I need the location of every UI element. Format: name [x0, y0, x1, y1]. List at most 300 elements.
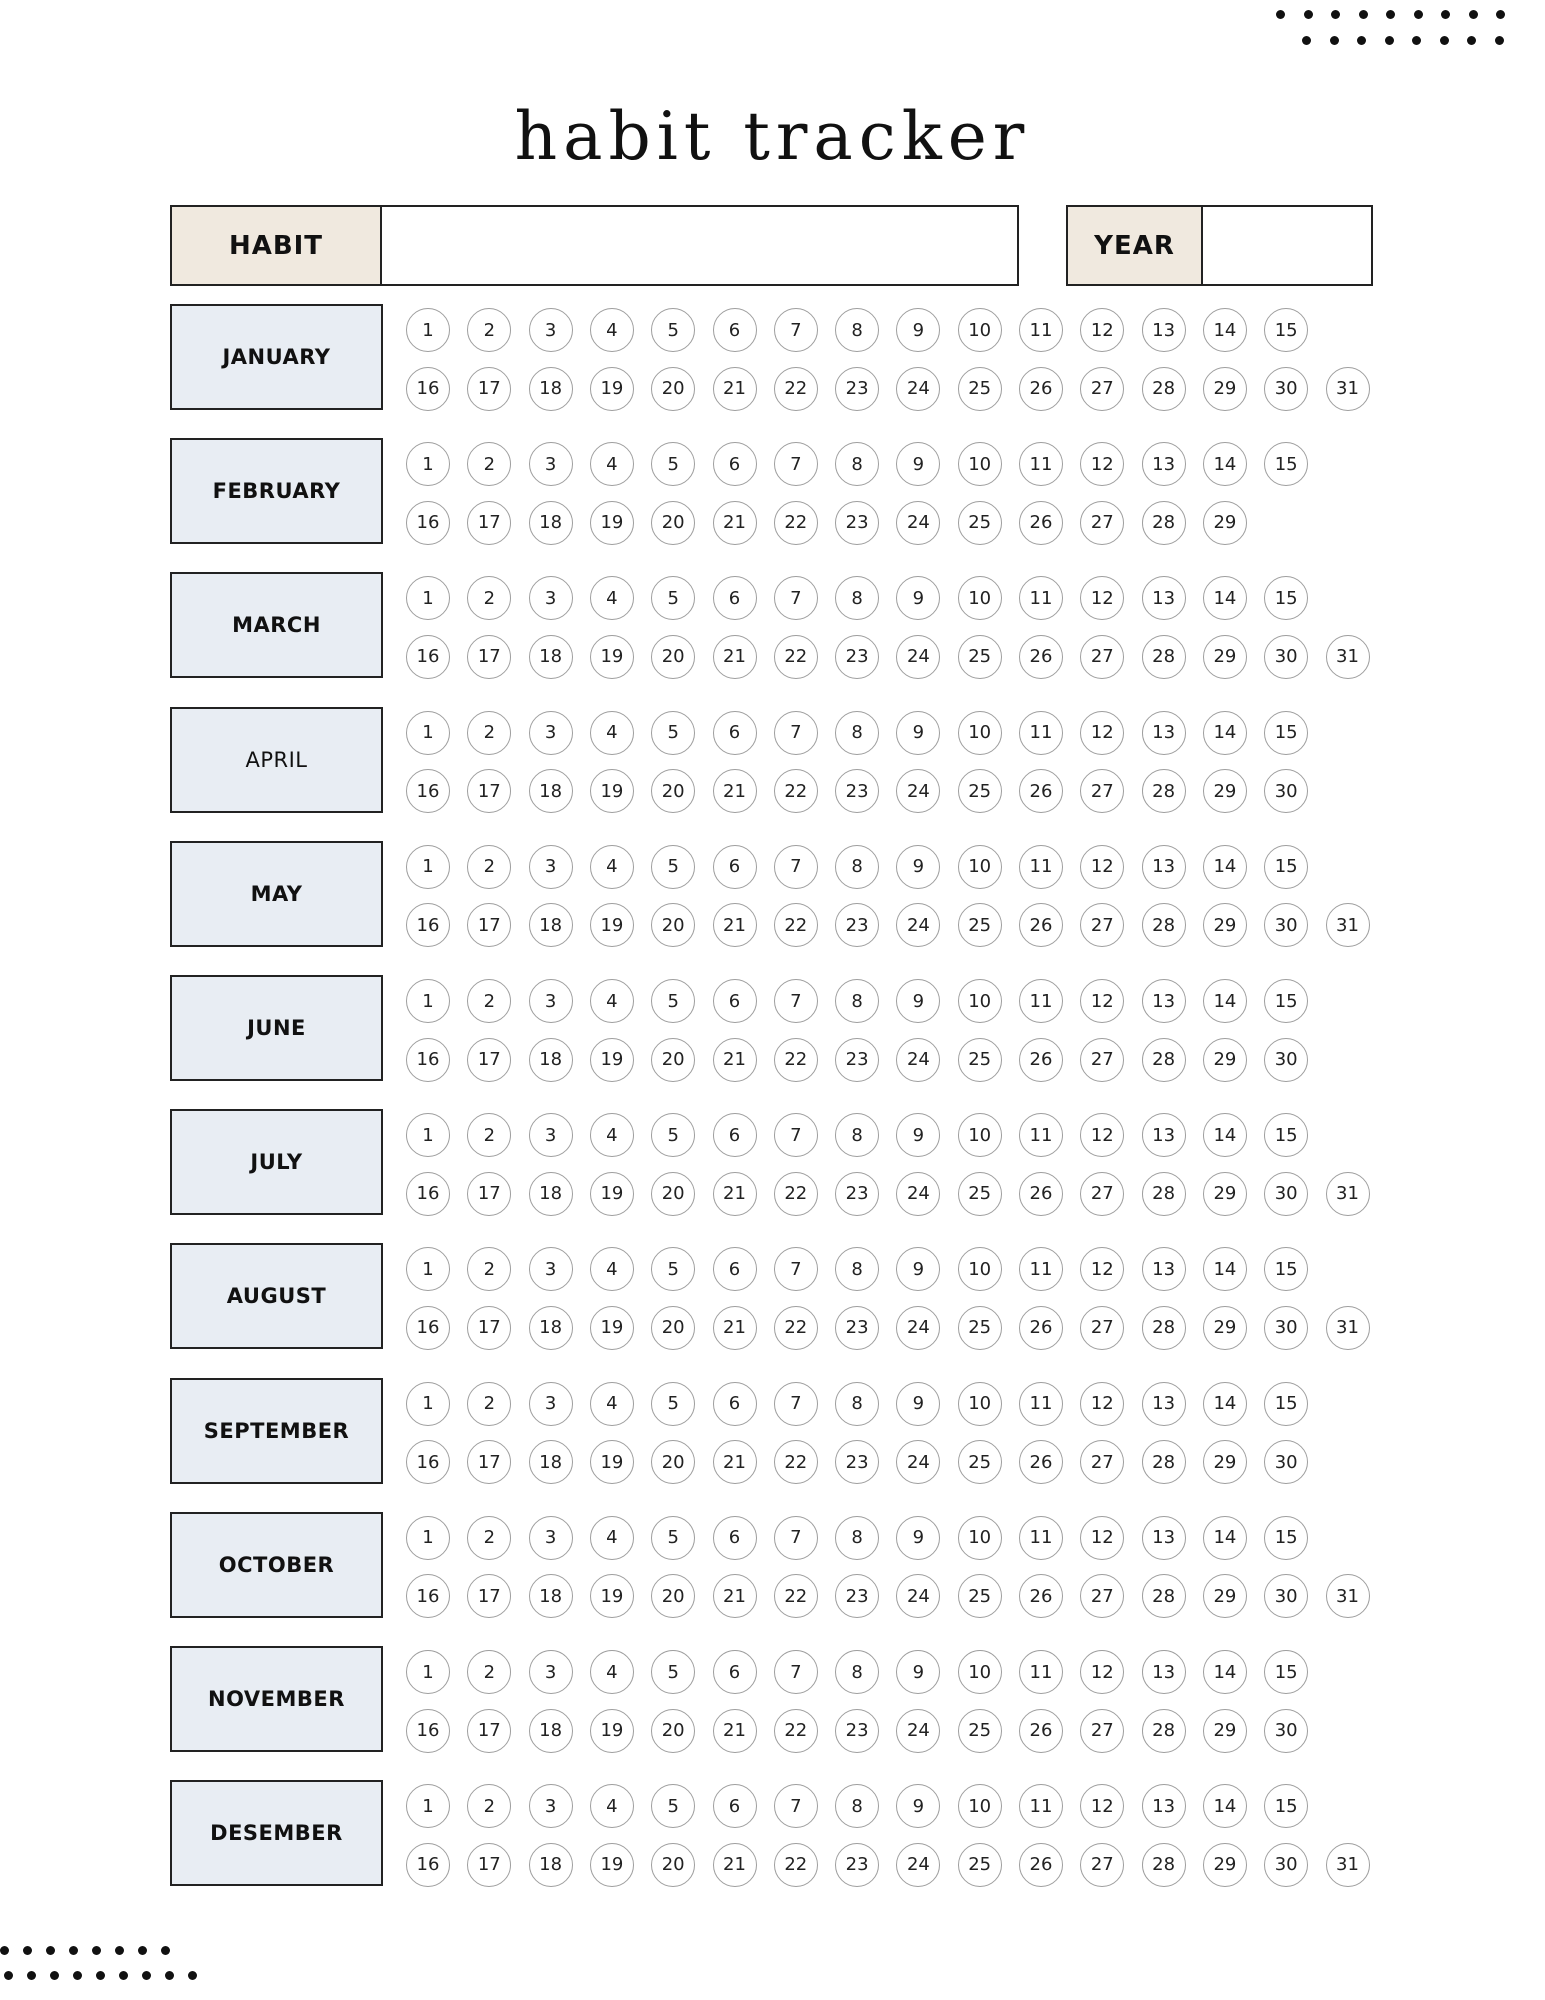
day-circle-july-8[interactable]: 8: [835, 1113, 879, 1157]
day-circle-april-20[interactable]: 20: [651, 769, 695, 813]
day-circle-november-17[interactable]: 17: [467, 1709, 511, 1753]
day-circle-october-9[interactable]: 9: [896, 1516, 940, 1560]
day-circle-january-15[interactable]: 15: [1264, 308, 1308, 352]
day-circle-october-23[interactable]: 23: [835, 1574, 879, 1618]
day-circle-may-16[interactable]: 16: [406, 903, 450, 947]
day-circle-november-5[interactable]: 5: [651, 1650, 695, 1694]
day-circle-january-30[interactable]: 30: [1264, 367, 1308, 411]
day-circle-november-22[interactable]: 22: [774, 1709, 818, 1753]
day-circle-june-15[interactable]: 15: [1264, 979, 1308, 1023]
day-circle-october-8[interactable]: 8: [835, 1516, 879, 1560]
year-input[interactable]: [1201, 205, 1373, 286]
day-circle-march-2[interactable]: 2: [467, 576, 511, 620]
day-circle-august-9[interactable]: 9: [896, 1247, 940, 1291]
day-circle-november-10[interactable]: 10: [958, 1650, 1002, 1694]
day-circle-desember-27[interactable]: 27: [1080, 1843, 1124, 1887]
day-circle-may-10[interactable]: 10: [958, 845, 1002, 889]
day-circle-september-6[interactable]: 6: [713, 1382, 757, 1426]
day-circle-august-7[interactable]: 7: [774, 1247, 818, 1291]
day-circle-june-17[interactable]: 17: [467, 1038, 511, 1082]
day-circle-september-29[interactable]: 29: [1203, 1440, 1247, 1484]
day-circle-november-15[interactable]: 15: [1264, 1650, 1308, 1694]
day-circle-april-19[interactable]: 19: [590, 769, 634, 813]
day-circle-february-25[interactable]: 25: [958, 501, 1002, 545]
day-circle-september-13[interactable]: 13: [1142, 1382, 1186, 1426]
day-circle-desember-14[interactable]: 14: [1203, 1784, 1247, 1828]
day-circle-january-5[interactable]: 5: [651, 308, 695, 352]
day-circle-august-19[interactable]: 19: [590, 1306, 634, 1350]
day-circle-november-27[interactable]: 27: [1080, 1709, 1124, 1753]
day-circle-desember-20[interactable]: 20: [651, 1843, 695, 1887]
day-circle-october-25[interactable]: 25: [958, 1574, 1002, 1618]
day-circle-may-4[interactable]: 4: [590, 845, 634, 889]
day-circle-august-25[interactable]: 25: [958, 1306, 1002, 1350]
day-circle-desember-8[interactable]: 8: [835, 1784, 879, 1828]
day-circle-november-24[interactable]: 24: [896, 1709, 940, 1753]
day-circle-september-3[interactable]: 3: [529, 1382, 573, 1426]
day-circle-september-22[interactable]: 22: [774, 1440, 818, 1484]
day-circle-january-6[interactable]: 6: [713, 308, 757, 352]
day-circle-october-22[interactable]: 22: [774, 1574, 818, 1618]
day-circle-february-3[interactable]: 3: [529, 442, 573, 486]
day-circle-desember-31[interactable]: 31: [1326, 1843, 1370, 1887]
day-circle-september-18[interactable]: 18: [529, 1440, 573, 1484]
day-circle-april-17[interactable]: 17: [467, 769, 511, 813]
day-circle-july-12[interactable]: 12: [1080, 1113, 1124, 1157]
day-circle-may-30[interactable]: 30: [1264, 903, 1308, 947]
day-circle-september-26[interactable]: 26: [1019, 1440, 1063, 1484]
day-circle-may-24[interactable]: 24: [896, 903, 940, 947]
day-circle-may-13[interactable]: 13: [1142, 845, 1186, 889]
day-circle-july-30[interactable]: 30: [1264, 1172, 1308, 1216]
day-circle-desember-15[interactable]: 15: [1264, 1784, 1308, 1828]
day-circle-january-29[interactable]: 29: [1203, 367, 1247, 411]
day-circle-june-28[interactable]: 28: [1142, 1038, 1186, 1082]
day-circle-july-20[interactable]: 20: [651, 1172, 695, 1216]
day-circle-september-11[interactable]: 11: [1019, 1382, 1063, 1426]
day-circle-may-22[interactable]: 22: [774, 903, 818, 947]
day-circle-january-17[interactable]: 17: [467, 367, 511, 411]
day-circle-september-5[interactable]: 5: [651, 1382, 695, 1426]
day-circle-february-22[interactable]: 22: [774, 501, 818, 545]
day-circle-august-16[interactable]: 16: [406, 1306, 450, 1350]
day-circle-february-7[interactable]: 7: [774, 442, 818, 486]
day-circle-june-25[interactable]: 25: [958, 1038, 1002, 1082]
day-circle-desember-4[interactable]: 4: [590, 1784, 634, 1828]
day-circle-desember-6[interactable]: 6: [713, 1784, 757, 1828]
day-circle-july-11[interactable]: 11: [1019, 1113, 1063, 1157]
day-circle-january-2[interactable]: 2: [467, 308, 511, 352]
day-circle-july-13[interactable]: 13: [1142, 1113, 1186, 1157]
day-circle-november-3[interactable]: 3: [529, 1650, 573, 1694]
day-circle-september-24[interactable]: 24: [896, 1440, 940, 1484]
day-circle-may-21[interactable]: 21: [713, 903, 757, 947]
day-circle-november-19[interactable]: 19: [590, 1709, 634, 1753]
day-circle-june-9[interactable]: 9: [896, 979, 940, 1023]
day-circle-february-8[interactable]: 8: [835, 442, 879, 486]
day-circle-may-12[interactable]: 12: [1080, 845, 1124, 889]
day-circle-september-12[interactable]: 12: [1080, 1382, 1124, 1426]
day-circle-march-12[interactable]: 12: [1080, 576, 1124, 620]
day-circle-august-28[interactable]: 28: [1142, 1306, 1186, 1350]
day-circle-february-27[interactable]: 27: [1080, 501, 1124, 545]
day-circle-august-3[interactable]: 3: [529, 1247, 573, 1291]
day-circle-august-2[interactable]: 2: [467, 1247, 511, 1291]
day-circle-march-18[interactable]: 18: [529, 635, 573, 679]
day-circle-july-18[interactable]: 18: [529, 1172, 573, 1216]
day-circle-april-30[interactable]: 30: [1264, 769, 1308, 813]
day-circle-september-20[interactable]: 20: [651, 1440, 695, 1484]
day-circle-july-9[interactable]: 9: [896, 1113, 940, 1157]
day-circle-april-27[interactable]: 27: [1080, 769, 1124, 813]
day-circle-october-16[interactable]: 16: [406, 1574, 450, 1618]
day-circle-march-7[interactable]: 7: [774, 576, 818, 620]
day-circle-october-1[interactable]: 1: [406, 1516, 450, 1560]
day-circle-april-4[interactable]: 4: [590, 711, 634, 755]
day-circle-march-1[interactable]: 1: [406, 576, 450, 620]
day-circle-september-30[interactable]: 30: [1264, 1440, 1308, 1484]
day-circle-july-17[interactable]: 17: [467, 1172, 511, 1216]
day-circle-desember-7[interactable]: 7: [774, 1784, 818, 1828]
day-circle-march-11[interactable]: 11: [1019, 576, 1063, 620]
day-circle-july-6[interactable]: 6: [713, 1113, 757, 1157]
day-circle-july-21[interactable]: 21: [713, 1172, 757, 1216]
day-circle-june-24[interactable]: 24: [896, 1038, 940, 1082]
day-circle-september-17[interactable]: 17: [467, 1440, 511, 1484]
day-circle-february-12[interactable]: 12: [1080, 442, 1124, 486]
day-circle-april-11[interactable]: 11: [1019, 711, 1063, 755]
day-circle-october-10[interactable]: 10: [958, 1516, 1002, 1560]
day-circle-november-1[interactable]: 1: [406, 1650, 450, 1694]
day-circle-june-14[interactable]: 14: [1203, 979, 1247, 1023]
day-circle-desember-11[interactable]: 11: [1019, 1784, 1063, 1828]
day-circle-january-21[interactable]: 21: [713, 367, 757, 411]
day-circle-february-4[interactable]: 4: [590, 442, 634, 486]
day-circle-may-17[interactable]: 17: [467, 903, 511, 947]
day-circle-june-22[interactable]: 22: [774, 1038, 818, 1082]
day-circle-june-2[interactable]: 2: [467, 979, 511, 1023]
habit-name-input[interactable]: [380, 205, 1019, 286]
day-circle-february-13[interactable]: 13: [1142, 442, 1186, 486]
day-circle-april-26[interactable]: 26: [1019, 769, 1063, 813]
day-circle-april-15[interactable]: 15: [1264, 711, 1308, 755]
day-circle-june-26[interactable]: 26: [1019, 1038, 1063, 1082]
day-circle-desember-30[interactable]: 30: [1264, 1843, 1308, 1887]
day-circle-july-27[interactable]: 27: [1080, 1172, 1124, 1216]
day-circle-april-13[interactable]: 13: [1142, 711, 1186, 755]
day-circle-august-20[interactable]: 20: [651, 1306, 695, 1350]
day-circle-october-26[interactable]: 26: [1019, 1574, 1063, 1618]
day-circle-desember-29[interactable]: 29: [1203, 1843, 1247, 1887]
day-circle-february-16[interactable]: 16: [406, 501, 450, 545]
day-circle-april-5[interactable]: 5: [651, 711, 695, 755]
day-circle-june-8[interactable]: 8: [835, 979, 879, 1023]
day-circle-june-7[interactable]: 7: [774, 979, 818, 1023]
day-circle-august-26[interactable]: 26: [1019, 1306, 1063, 1350]
day-circle-september-2[interactable]: 2: [467, 1382, 511, 1426]
day-circle-desember-21[interactable]: 21: [713, 1843, 757, 1887]
day-circle-june-5[interactable]: 5: [651, 979, 695, 1023]
day-circle-january-12[interactable]: 12: [1080, 308, 1124, 352]
day-circle-july-5[interactable]: 5: [651, 1113, 695, 1157]
day-circle-february-2[interactable]: 2: [467, 442, 511, 486]
day-circle-august-10[interactable]: 10: [958, 1247, 1002, 1291]
day-circle-november-29[interactable]: 29: [1203, 1709, 1247, 1753]
day-circle-desember-24[interactable]: 24: [896, 1843, 940, 1887]
day-circle-june-1[interactable]: 1: [406, 979, 450, 1023]
day-circle-march-9[interactable]: 9: [896, 576, 940, 620]
day-circle-september-19[interactable]: 19: [590, 1440, 634, 1484]
day-circle-october-29[interactable]: 29: [1203, 1574, 1247, 1618]
day-circle-february-6[interactable]: 6: [713, 442, 757, 486]
day-circle-may-5[interactable]: 5: [651, 845, 695, 889]
day-circle-january-26[interactable]: 26: [1019, 367, 1063, 411]
day-circle-july-16[interactable]: 16: [406, 1172, 450, 1216]
day-circle-february-21[interactable]: 21: [713, 501, 757, 545]
day-circle-march-21[interactable]: 21: [713, 635, 757, 679]
day-circle-may-31[interactable]: 31: [1326, 903, 1370, 947]
day-circle-november-25[interactable]: 25: [958, 1709, 1002, 1753]
day-circle-february-15[interactable]: 15: [1264, 442, 1308, 486]
day-circle-august-12[interactable]: 12: [1080, 1247, 1124, 1291]
day-circle-desember-16[interactable]: 16: [406, 1843, 450, 1887]
day-circle-june-30[interactable]: 30: [1264, 1038, 1308, 1082]
day-circle-august-8[interactable]: 8: [835, 1247, 879, 1291]
day-circle-july-14[interactable]: 14: [1203, 1113, 1247, 1157]
day-circle-november-26[interactable]: 26: [1019, 1709, 1063, 1753]
day-circle-desember-25[interactable]: 25: [958, 1843, 1002, 1887]
day-circle-march-24[interactable]: 24: [896, 635, 940, 679]
day-circle-july-10[interactable]: 10: [958, 1113, 1002, 1157]
day-circle-may-29[interactable]: 29: [1203, 903, 1247, 947]
day-circle-may-7[interactable]: 7: [774, 845, 818, 889]
day-circle-november-12[interactable]: 12: [1080, 1650, 1124, 1694]
day-circle-september-8[interactable]: 8: [835, 1382, 879, 1426]
day-circle-desember-23[interactable]: 23: [835, 1843, 879, 1887]
day-circle-april-22[interactable]: 22: [774, 769, 818, 813]
day-circle-april-16[interactable]: 16: [406, 769, 450, 813]
day-circle-april-3[interactable]: 3: [529, 711, 573, 755]
day-circle-june-3[interactable]: 3: [529, 979, 573, 1023]
day-circle-july-26[interactable]: 26: [1019, 1172, 1063, 1216]
day-circle-january-11[interactable]: 11: [1019, 308, 1063, 352]
day-circle-may-19[interactable]: 19: [590, 903, 634, 947]
day-circle-may-14[interactable]: 14: [1203, 845, 1247, 889]
day-circle-august-22[interactable]: 22: [774, 1306, 818, 1350]
day-circle-july-19[interactable]: 19: [590, 1172, 634, 1216]
day-circle-january-4[interactable]: 4: [590, 308, 634, 352]
day-circle-november-8[interactable]: 8: [835, 1650, 879, 1694]
day-circle-november-11[interactable]: 11: [1019, 1650, 1063, 1694]
day-circle-june-10[interactable]: 10: [958, 979, 1002, 1023]
day-circle-june-13[interactable]: 13: [1142, 979, 1186, 1023]
day-circle-february-1[interactable]: 1: [406, 442, 450, 486]
day-circle-august-24[interactable]: 24: [896, 1306, 940, 1350]
day-circle-january-23[interactable]: 23: [835, 367, 879, 411]
day-circle-october-30[interactable]: 30: [1264, 1574, 1308, 1618]
day-circle-april-28[interactable]: 28: [1142, 769, 1186, 813]
day-circle-desember-19[interactable]: 19: [590, 1843, 634, 1887]
day-circle-february-24[interactable]: 24: [896, 501, 940, 545]
day-circle-april-8[interactable]: 8: [835, 711, 879, 755]
day-circle-january-7[interactable]: 7: [774, 308, 818, 352]
day-circle-july-15[interactable]: 15: [1264, 1113, 1308, 1157]
day-circle-september-21[interactable]: 21: [713, 1440, 757, 1484]
day-circle-july-7[interactable]: 7: [774, 1113, 818, 1157]
day-circle-september-15[interactable]: 15: [1264, 1382, 1308, 1426]
day-circle-may-9[interactable]: 9: [896, 845, 940, 889]
day-circle-march-17[interactable]: 17: [467, 635, 511, 679]
day-circle-september-25[interactable]: 25: [958, 1440, 1002, 1484]
day-circle-may-11[interactable]: 11: [1019, 845, 1063, 889]
day-circle-october-13[interactable]: 13: [1142, 1516, 1186, 1560]
day-circle-march-10[interactable]: 10: [958, 576, 1002, 620]
day-circle-january-13[interactable]: 13: [1142, 308, 1186, 352]
day-circle-january-14[interactable]: 14: [1203, 308, 1247, 352]
day-circle-february-19[interactable]: 19: [590, 501, 634, 545]
day-circle-desember-26[interactable]: 26: [1019, 1843, 1063, 1887]
day-circle-october-19[interactable]: 19: [590, 1574, 634, 1618]
day-circle-march-13[interactable]: 13: [1142, 576, 1186, 620]
day-circle-march-20[interactable]: 20: [651, 635, 695, 679]
day-circle-july-28[interactable]: 28: [1142, 1172, 1186, 1216]
day-circle-october-27[interactable]: 27: [1080, 1574, 1124, 1618]
day-circle-january-19[interactable]: 19: [590, 367, 634, 411]
day-circle-march-22[interactable]: 22: [774, 635, 818, 679]
day-circle-march-29[interactable]: 29: [1203, 635, 1247, 679]
day-circle-february-14[interactable]: 14: [1203, 442, 1247, 486]
day-circle-desember-1[interactable]: 1: [406, 1784, 450, 1828]
day-circle-june-21[interactable]: 21: [713, 1038, 757, 1082]
day-circle-may-15[interactable]: 15: [1264, 845, 1308, 889]
day-circle-october-31[interactable]: 31: [1326, 1574, 1370, 1618]
day-circle-april-29[interactable]: 29: [1203, 769, 1247, 813]
day-circle-august-30[interactable]: 30: [1264, 1306, 1308, 1350]
day-circle-september-14[interactable]: 14: [1203, 1382, 1247, 1426]
day-circle-october-21[interactable]: 21: [713, 1574, 757, 1618]
day-circle-may-27[interactable]: 27: [1080, 903, 1124, 947]
day-circle-october-4[interactable]: 4: [590, 1516, 634, 1560]
day-circle-january-31[interactable]: 31: [1326, 367, 1370, 411]
day-circle-october-11[interactable]: 11: [1019, 1516, 1063, 1560]
day-circle-august-17[interactable]: 17: [467, 1306, 511, 1350]
day-circle-desember-9[interactable]: 9: [896, 1784, 940, 1828]
day-circle-may-18[interactable]: 18: [529, 903, 573, 947]
day-circle-april-12[interactable]: 12: [1080, 711, 1124, 755]
day-circle-march-23[interactable]: 23: [835, 635, 879, 679]
day-circle-may-28[interactable]: 28: [1142, 903, 1186, 947]
day-circle-november-21[interactable]: 21: [713, 1709, 757, 1753]
day-circle-desember-22[interactable]: 22: [774, 1843, 818, 1887]
day-circle-october-6[interactable]: 6: [713, 1516, 757, 1560]
day-circle-may-3[interactable]: 3: [529, 845, 573, 889]
day-circle-desember-13[interactable]: 13: [1142, 1784, 1186, 1828]
day-circle-february-10[interactable]: 10: [958, 442, 1002, 486]
day-circle-september-23[interactable]: 23: [835, 1440, 879, 1484]
day-circle-march-30[interactable]: 30: [1264, 635, 1308, 679]
day-circle-april-2[interactable]: 2: [467, 711, 511, 755]
day-circle-august-11[interactable]: 11: [1019, 1247, 1063, 1291]
day-circle-january-3[interactable]: 3: [529, 308, 573, 352]
day-circle-february-5[interactable]: 5: [651, 442, 695, 486]
day-circle-desember-10[interactable]: 10: [958, 1784, 1002, 1828]
day-circle-january-20[interactable]: 20: [651, 367, 695, 411]
day-circle-april-7[interactable]: 7: [774, 711, 818, 755]
day-circle-march-26[interactable]: 26: [1019, 635, 1063, 679]
day-circle-march-4[interactable]: 4: [590, 576, 634, 620]
day-circle-october-12[interactable]: 12: [1080, 1516, 1124, 1560]
day-circle-january-18[interactable]: 18: [529, 367, 573, 411]
day-circle-october-15[interactable]: 15: [1264, 1516, 1308, 1560]
day-circle-june-11[interactable]: 11: [1019, 979, 1063, 1023]
day-circle-february-20[interactable]: 20: [651, 501, 695, 545]
day-circle-march-16[interactable]: 16: [406, 635, 450, 679]
day-circle-february-29[interactable]: 29: [1203, 501, 1247, 545]
day-circle-october-3[interactable]: 3: [529, 1516, 573, 1560]
day-circle-march-3[interactable]: 3: [529, 576, 573, 620]
day-circle-january-22[interactable]: 22: [774, 367, 818, 411]
day-circle-june-16[interactable]: 16: [406, 1038, 450, 1082]
day-circle-august-14[interactable]: 14: [1203, 1247, 1247, 1291]
day-circle-october-7[interactable]: 7: [774, 1516, 818, 1560]
day-circle-november-28[interactable]: 28: [1142, 1709, 1186, 1753]
day-circle-august-27[interactable]: 27: [1080, 1306, 1124, 1350]
day-circle-july-31[interactable]: 31: [1326, 1172, 1370, 1216]
day-circle-november-20[interactable]: 20: [651, 1709, 695, 1753]
day-circle-october-20[interactable]: 20: [651, 1574, 695, 1618]
day-circle-october-28[interactable]: 28: [1142, 1574, 1186, 1618]
day-circle-may-26[interactable]: 26: [1019, 903, 1063, 947]
day-circle-august-13[interactable]: 13: [1142, 1247, 1186, 1291]
day-circle-august-29[interactable]: 29: [1203, 1306, 1247, 1350]
day-circle-may-20[interactable]: 20: [651, 903, 695, 947]
day-circle-march-6[interactable]: 6: [713, 576, 757, 620]
day-circle-february-28[interactable]: 28: [1142, 501, 1186, 545]
day-circle-october-18[interactable]: 18: [529, 1574, 573, 1618]
day-circle-august-15[interactable]: 15: [1264, 1247, 1308, 1291]
day-circle-march-5[interactable]: 5: [651, 576, 695, 620]
day-circle-july-1[interactable]: 1: [406, 1113, 450, 1157]
day-circle-august-23[interactable]: 23: [835, 1306, 879, 1350]
day-circle-november-30[interactable]: 30: [1264, 1709, 1308, 1753]
day-circle-march-31[interactable]: 31: [1326, 635, 1370, 679]
day-circle-may-25[interactable]: 25: [958, 903, 1002, 947]
day-circle-june-18[interactable]: 18: [529, 1038, 573, 1082]
day-circle-october-24[interactable]: 24: [896, 1574, 940, 1618]
day-circle-july-22[interactable]: 22: [774, 1172, 818, 1216]
day-circle-november-7[interactable]: 7: [774, 1650, 818, 1694]
day-circle-november-14[interactable]: 14: [1203, 1650, 1247, 1694]
day-circle-september-27[interactable]: 27: [1080, 1440, 1124, 1484]
day-circle-april-9[interactable]: 9: [896, 711, 940, 755]
day-circle-june-12[interactable]: 12: [1080, 979, 1124, 1023]
day-circle-january-8[interactable]: 8: [835, 308, 879, 352]
day-circle-april-10[interactable]: 10: [958, 711, 1002, 755]
day-circle-august-1[interactable]: 1: [406, 1247, 450, 1291]
day-circle-august-21[interactable]: 21: [713, 1306, 757, 1350]
day-circle-august-18[interactable]: 18: [529, 1306, 573, 1350]
day-circle-march-8[interactable]: 8: [835, 576, 879, 620]
day-circle-july-4[interactable]: 4: [590, 1113, 634, 1157]
day-circle-march-27[interactable]: 27: [1080, 635, 1124, 679]
day-circle-january-1[interactable]: 1: [406, 308, 450, 352]
day-circle-desember-18[interactable]: 18: [529, 1843, 573, 1887]
day-circle-november-9[interactable]: 9: [896, 1650, 940, 1694]
day-circle-november-16[interactable]: 16: [406, 1709, 450, 1753]
day-circle-march-15[interactable]: 15: [1264, 576, 1308, 620]
day-circle-march-14[interactable]: 14: [1203, 576, 1247, 620]
day-circle-june-19[interactable]: 19: [590, 1038, 634, 1082]
